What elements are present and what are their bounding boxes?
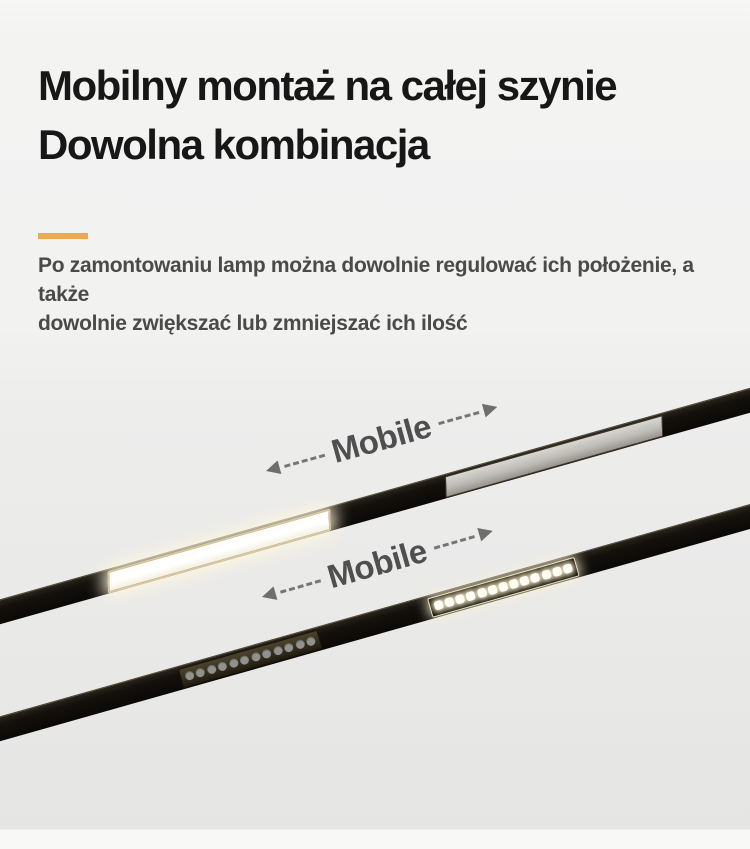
magnetic-track-rail-lower: [0, 500, 750, 745]
led-dot: [551, 566, 562, 577]
led-dot: [305, 636, 316, 647]
subtitle-line2: dowolnie zwiększać lub zmniejszać ich ilość: [38, 312, 468, 335]
led-dot: [519, 575, 530, 586]
arrow-left-icon: [260, 586, 277, 603]
dashed-line: [433, 535, 474, 549]
led-dot: [562, 563, 573, 574]
grille-spotlight-unlit: [178, 629, 323, 688]
led-dot: [261, 648, 272, 659]
led-dot: [195, 667, 206, 678]
dashed-line: [438, 411, 479, 425]
led-dot: [530, 572, 541, 583]
led-dot: [465, 590, 476, 601]
led-dot: [239, 654, 250, 665]
led-dot: [433, 600, 444, 611]
led-dot: [294, 639, 305, 650]
page-title-line2: Dowolna kombinacja: [38, 121, 429, 168]
led-dot: [541, 569, 552, 580]
led-dot: [455, 593, 466, 604]
arrow-left-icon: [264, 461, 281, 478]
bottom-margin-strip: [0, 829, 750, 849]
led-dot: [476, 587, 487, 598]
dashed-line: [284, 453, 325, 467]
led-dot: [250, 651, 261, 662]
arrow-right-icon: [477, 524, 494, 541]
led-dot: [498, 581, 509, 592]
led-dot: [487, 584, 498, 595]
mobile-label: Mobile: [323, 531, 431, 596]
led-dot: [283, 642, 294, 653]
led-dot: [206, 664, 217, 675]
arrow-right-icon: [481, 400, 498, 417]
led-dot: [228, 658, 239, 669]
led-dot: [272, 645, 283, 656]
dashed-line: [280, 579, 321, 593]
subtitle-line1: Po zamontowaniu lamp można dowolnie regulować ich położenie, a także: [38, 254, 694, 306]
led-dot: [444, 597, 455, 608]
led-dot: [184, 670, 195, 681]
mobile-label: Mobile: [327, 407, 436, 470]
grille-spotlight-lit: [427, 556, 580, 617]
led-dot: [217, 661, 228, 672]
page-title-line1: Mobilny montaż na całej szynie: [38, 62, 617, 109]
led-dot: [508, 578, 519, 589]
